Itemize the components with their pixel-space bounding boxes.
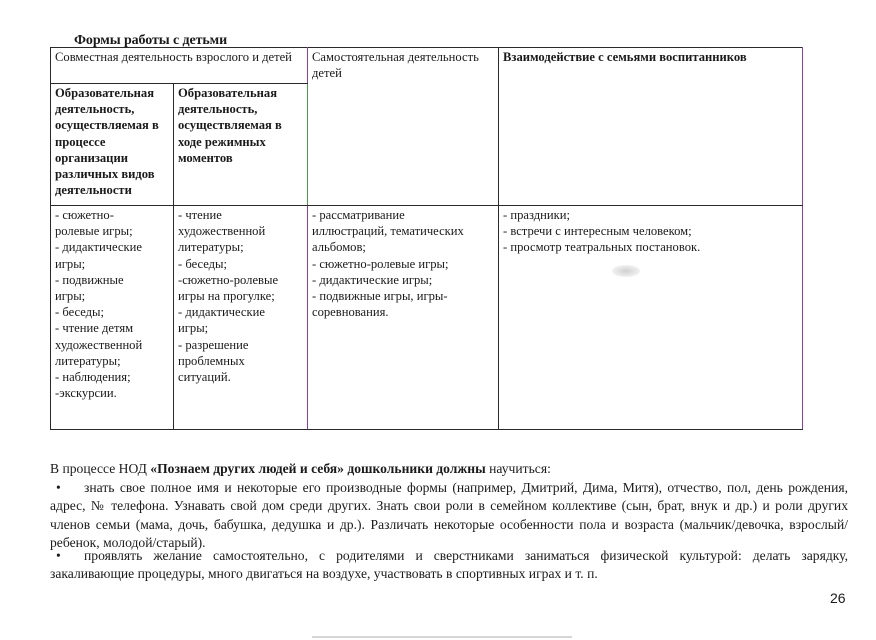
scan-smudge xyxy=(612,265,640,277)
list-item: - чтение детям xyxy=(55,321,134,336)
header-joint-activity: Совместная деятельность взрослого и детей xyxy=(51,48,308,84)
list-item: - беседы; xyxy=(55,305,105,320)
list-item: - чтение xyxy=(178,208,222,222)
list-item: - разрешение xyxy=(178,337,249,352)
list-item: литературы; xyxy=(55,353,121,368)
list-item: альбомов; xyxy=(312,240,366,255)
list-item: - рассматривание xyxy=(312,208,405,222)
list-item: - просмотр театральных постановок. xyxy=(503,240,701,255)
bullet-item xyxy=(50,479,848,553)
list-item: иллюстраций, тематических xyxy=(312,224,464,239)
list-item: проблемных xyxy=(178,353,245,368)
bullet-marker: • xyxy=(56,480,61,495)
cell-col3-items xyxy=(308,206,499,430)
intro-suffix: научиться: xyxy=(485,461,551,476)
list-item: - дидактические xyxy=(178,305,265,320)
list-item: игры; xyxy=(55,256,86,271)
list-item: соревнования. xyxy=(312,305,389,320)
list-item: игры; xyxy=(55,289,86,304)
intro-bold: «Познаем других людей и себя» дошкольники должны xyxy=(150,461,486,476)
header-independent-activity: Самостоятельная деятельность детей xyxy=(308,48,499,206)
bullet-text: знать свое полное имя и некоторые его производные формы (например, Дмитрий, Дима, Митя), отчество, пол, день рождения, адрес, № телефона. Узнавать свой дом среди других. Знать свои роли в семейном коллективе (сын, брат, внук и др.) и роли других членов семьи (мама, дочь, бабушка, дедушка и др.). Различать некоторые особенности пола и возраста (мальчик/девочка, взрослый/ребенок, молодой/старый). xyxy=(50,480,848,551)
page-number: 26 xyxy=(830,590,846,606)
list-item: - беседы; xyxy=(178,256,228,271)
list-item: ролевые игры; xyxy=(55,224,133,239)
cell-col4-items xyxy=(499,206,803,430)
bullet-marker: • xyxy=(56,548,61,563)
bullet-item xyxy=(50,547,848,584)
list-item: ситуаций. xyxy=(178,370,231,385)
table-heading: Формы работы с детьми xyxy=(74,33,228,48)
list-item: игры; xyxy=(178,321,209,336)
list-item: - подвижные игры, игры- xyxy=(312,289,448,304)
list-item: - дидактические xyxy=(55,240,142,255)
list-item: игры на прогулке; xyxy=(178,289,275,304)
list-item: литературы; xyxy=(178,240,244,255)
subheader-organized-activity: Образовательная деятельность, осуществляемая в процессе организации различных видов деятельности xyxy=(51,84,174,206)
list-item: -сюжетно-ролевые xyxy=(178,272,279,287)
intro-paragraph xyxy=(50,460,848,478)
list-item: - сюжетно-ролевые игры; xyxy=(312,256,449,271)
list-item: художественной xyxy=(55,337,143,352)
list-item: - дидактические игры; xyxy=(312,272,433,287)
list-item: художественной xyxy=(178,224,266,239)
list-item: - подвижные xyxy=(55,272,124,287)
cell-col1-items xyxy=(51,206,174,430)
subheader-routine-moments: Образовательная деятельность, осуществляемая в ходе режимных моментов xyxy=(174,84,308,206)
header-family-interaction: Взаимодействие с семьями воспитанников xyxy=(499,48,803,206)
cell-col2-items xyxy=(174,206,308,430)
list-item: - наблюдения; xyxy=(55,370,131,385)
list-item: -экскурсии. xyxy=(55,386,117,401)
list-item: - праздники; xyxy=(503,208,570,222)
work-forms-table xyxy=(50,47,803,430)
intro-prefix: В процессе НОД xyxy=(50,461,151,476)
scan-edge-line xyxy=(312,636,572,638)
bullet-text: проявлять желание самостоятельно, с родителями и сверстниками заниматься физической культурой: делать зарядку, закаливающие процедуры, много двигаться на воздухе, участвовать в спортивных играх и т. п. xyxy=(50,548,848,582)
list-item: - сюжетно- xyxy=(55,208,114,222)
list-item: - встречи с интересным человеком; xyxy=(503,224,692,239)
